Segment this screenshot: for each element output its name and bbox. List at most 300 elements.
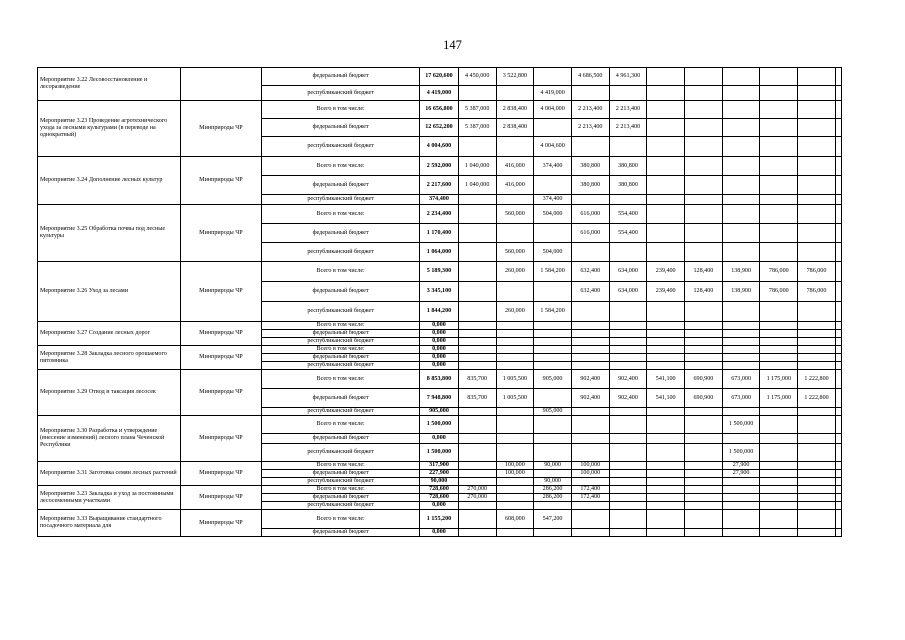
- year-amount-cell: [760, 101, 798, 119]
- year-amount-cell: [760, 486, 798, 494]
- year-amount-cell: [609, 322, 647, 330]
- executor-cell: Минприроды ЧР: [180, 486, 262, 510]
- year-amount-cell: 138,900: [722, 282, 760, 302]
- total-amount-cell: 374,400: [420, 195, 459, 205]
- executor-cell: Минприроды ЧР: [180, 416, 262, 462]
- year-amount-cell: 902,400: [609, 389, 647, 408]
- year-amount-cell: [835, 101, 841, 119]
- year-amount-cell: 554,400: [609, 205, 647, 224]
- year-amount-cell: 416,000: [496, 176, 534, 195]
- year-amount-cell: [496, 224, 534, 243]
- year-amount-cell: [798, 330, 836, 338]
- total-amount-cell: 4 004,600: [420, 137, 459, 157]
- executor-cell: Минприроды ЧР: [180, 157, 262, 205]
- year-amount-cell: [835, 470, 841, 478]
- year-amount-cell: 1 175,000: [760, 389, 798, 408]
- year-amount-cell: [496, 282, 534, 302]
- year-amount-cell: [458, 195, 496, 205]
- funding-source-cell: республиканский бюджет: [262, 86, 420, 101]
- year-amount-cell: [835, 389, 841, 408]
- year-amount-cell: [647, 243, 685, 262]
- year-amount-cell: [760, 362, 798, 370]
- year-amount-cell: [722, 434, 760, 444]
- year-amount-cell: 1 584,200: [534, 262, 572, 282]
- year-amount-cell: [760, 470, 798, 478]
- year-amount-cell: [835, 243, 841, 262]
- year-amount-cell: [496, 416, 534, 434]
- year-amount-cell: [647, 86, 685, 101]
- year-amount-cell: [609, 529, 647, 537]
- year-amount-cell: [571, 137, 609, 157]
- funding-source-cell: федеральный бюджет: [262, 434, 420, 444]
- table-row: [38, 101, 842, 119]
- year-amount-cell: [798, 408, 836, 416]
- year-amount-cell: [609, 346, 647, 354]
- table-row: [38, 486, 842, 494]
- year-amount-cell: 1 222,800: [798, 389, 836, 408]
- year-amount-cell: [685, 224, 723, 243]
- year-amount-cell: [647, 346, 685, 354]
- year-amount-cell: [685, 302, 723, 322]
- year-amount-cell: [798, 176, 836, 195]
- year-amount-cell: 1 005,500: [496, 370, 534, 389]
- event-name-cell: Мероприятие 3.25 Обработка почвы под лесные культуры: [38, 205, 181, 262]
- year-amount-cell: [534, 176, 572, 195]
- year-amount-cell: 90,000: [534, 478, 572, 486]
- year-amount-cell: [685, 195, 723, 205]
- year-amount-cell: 616,000: [571, 224, 609, 243]
- year-amount-cell: 902,400: [571, 389, 609, 408]
- year-amount-cell: [647, 416, 685, 434]
- year-amount-cell: 128,400: [685, 262, 723, 282]
- year-amount-cell: [458, 86, 496, 101]
- year-amount-cell: 286,200: [534, 486, 572, 494]
- year-amount-cell: [685, 494, 723, 502]
- table-row: [38, 370, 842, 389]
- executor-cell: Минприроды ЧР: [180, 262, 262, 322]
- year-amount-cell: [647, 205, 685, 224]
- year-amount-cell: [835, 302, 841, 322]
- year-amount-cell: [835, 195, 841, 205]
- year-amount-cell: [760, 434, 798, 444]
- year-amount-cell: [647, 68, 685, 86]
- year-amount-cell: [798, 462, 836, 470]
- year-amount-cell: [722, 354, 760, 362]
- year-amount-cell: [571, 354, 609, 362]
- year-amount-cell: [458, 408, 496, 416]
- year-amount-cell: [835, 434, 841, 444]
- funding-source-cell: федеральный бюджет: [262, 529, 420, 537]
- year-amount-cell: 634,000: [609, 262, 647, 282]
- total-amount-cell: 0,000: [420, 502, 459, 510]
- year-amount-cell: [571, 346, 609, 354]
- year-amount-cell: [835, 205, 841, 224]
- year-amount-cell: [835, 86, 841, 101]
- year-amount-cell: [571, 529, 609, 537]
- year-amount-cell: 902,400: [571, 370, 609, 389]
- year-amount-cell: 1 500,000: [722, 416, 760, 434]
- year-amount-cell: 4 450,000: [458, 68, 496, 86]
- year-amount-cell: [722, 338, 760, 346]
- year-amount-cell: 239,400: [647, 262, 685, 282]
- year-amount-cell: [496, 494, 534, 502]
- event-name-cell: Мероприятие 3.23 Закладка и уход за постоянными лесосеменными участками: [38, 486, 181, 510]
- year-amount-cell: [685, 529, 723, 537]
- year-amount-cell: [798, 494, 836, 502]
- funding-source-cell: Всего в том числе:: [262, 346, 420, 354]
- year-amount-cell: 286,200: [534, 494, 572, 502]
- year-amount-cell: [685, 486, 723, 494]
- year-amount-cell: 4 004,000: [534, 101, 572, 119]
- year-amount-cell: 905,000: [534, 408, 572, 416]
- executor-cell: Минприроды ЧР: [180, 322, 262, 346]
- table-row: [38, 205, 842, 224]
- year-amount-cell: [534, 68, 572, 86]
- year-amount-cell: [685, 354, 723, 362]
- total-amount-cell: 227,900: [420, 470, 459, 478]
- year-amount-cell: [458, 262, 496, 282]
- year-amount-cell: [647, 486, 685, 494]
- year-amount-cell: [458, 137, 496, 157]
- year-amount-cell: 5 387,000: [458, 119, 496, 137]
- year-amount-cell: [534, 434, 572, 444]
- year-amount-cell: 380,800: [571, 157, 609, 176]
- funding-source-cell: республиканский бюджет: [262, 137, 420, 157]
- funding-source-cell: федеральный бюджет: [262, 330, 420, 338]
- year-amount-cell: [835, 354, 841, 362]
- year-amount-cell: [835, 137, 841, 157]
- year-amount-cell: [760, 137, 798, 157]
- year-amount-cell: [458, 354, 496, 362]
- year-amount-cell: [835, 478, 841, 486]
- year-amount-cell: [685, 346, 723, 354]
- year-amount-cell: [647, 362, 685, 370]
- total-amount-cell: 8 853,800: [420, 370, 459, 389]
- year-amount-cell: [685, 362, 723, 370]
- year-amount-cell: [571, 86, 609, 101]
- year-amount-cell: [835, 416, 841, 434]
- year-amount-cell: [534, 362, 572, 370]
- year-amount-cell: [496, 478, 534, 486]
- year-amount-cell: [609, 137, 647, 157]
- year-amount-cell: [571, 444, 609, 462]
- funding-source-cell: республиканский бюджет: [262, 338, 420, 346]
- year-amount-cell: [534, 322, 572, 330]
- year-amount-cell: [760, 494, 798, 502]
- year-amount-cell: 4 419,000: [534, 86, 572, 101]
- funding-source-cell: республиканский бюджет: [262, 444, 420, 462]
- year-amount-cell: [647, 462, 685, 470]
- year-amount-cell: [647, 195, 685, 205]
- executor-cell: Минприроды ЧР: [180, 510, 262, 537]
- year-amount-cell: 260,000: [496, 302, 534, 322]
- year-amount-cell: [722, 101, 760, 119]
- year-amount-cell: [609, 302, 647, 322]
- executor-cell: [180, 68, 262, 101]
- year-amount-cell: [798, 157, 836, 176]
- year-amount-cell: 90,000: [534, 462, 572, 470]
- year-amount-cell: [685, 416, 723, 434]
- year-amount-cell: [647, 157, 685, 176]
- year-amount-cell: [458, 362, 496, 370]
- total-amount-cell: 0,000: [420, 330, 459, 338]
- year-amount-cell: [647, 354, 685, 362]
- year-amount-cell: [571, 478, 609, 486]
- year-amount-cell: 632,400: [571, 262, 609, 282]
- year-amount-cell: [609, 434, 647, 444]
- total-amount-cell: 0,000: [420, 354, 459, 362]
- total-amount-cell: 16 656,800: [420, 101, 459, 119]
- year-amount-cell: [798, 322, 836, 330]
- funding-source-cell: федеральный бюджет: [262, 470, 420, 478]
- year-amount-cell: 673,000: [722, 370, 760, 389]
- year-amount-cell: [798, 354, 836, 362]
- year-amount-cell: [760, 157, 798, 176]
- year-amount-cell: 380,800: [609, 176, 647, 195]
- year-amount-cell: 634,000: [609, 282, 647, 302]
- year-amount-cell: [571, 434, 609, 444]
- year-amount-cell: [798, 137, 836, 157]
- year-amount-cell: [647, 176, 685, 195]
- year-amount-cell: [722, 243, 760, 262]
- year-amount-cell: 260,000: [496, 262, 534, 282]
- year-amount-cell: [458, 338, 496, 346]
- year-amount-cell: [760, 354, 798, 362]
- year-amount-cell: [835, 176, 841, 195]
- year-amount-cell: 5 387,000: [458, 101, 496, 119]
- year-amount-cell: [458, 322, 496, 330]
- year-amount-cell: [571, 195, 609, 205]
- year-amount-cell: 2 838,400: [496, 119, 534, 137]
- year-amount-cell: 541,100: [647, 389, 685, 408]
- year-amount-cell: [571, 330, 609, 338]
- year-amount-cell: [835, 68, 841, 86]
- table-row: [38, 416, 842, 434]
- year-amount-cell: [647, 434, 685, 444]
- total-amount-cell: 1 170,400: [420, 224, 459, 243]
- year-amount-cell: [798, 338, 836, 346]
- funding-source-cell: республиканский бюджет: [262, 478, 420, 486]
- total-amount-cell: 1 844,200: [420, 302, 459, 322]
- funding-source-cell: Всего в том числе:: [262, 157, 420, 176]
- year-amount-cell: [722, 119, 760, 137]
- year-amount-cell: [760, 86, 798, 101]
- funding-source-cell: республиканский бюджет: [262, 502, 420, 510]
- year-amount-cell: [835, 462, 841, 470]
- year-amount-cell: [760, 529, 798, 537]
- year-amount-cell: 239,400: [647, 282, 685, 302]
- table-row: [38, 262, 842, 282]
- total-amount-cell: 0,000: [420, 338, 459, 346]
- year-amount-cell: 2 213,400: [571, 101, 609, 119]
- year-amount-cell: [496, 86, 534, 101]
- year-amount-cell: [647, 338, 685, 346]
- year-amount-cell: [685, 86, 723, 101]
- year-amount-cell: [685, 205, 723, 224]
- year-amount-cell: [458, 502, 496, 510]
- funding-source-cell: Всего в том числе:: [262, 486, 420, 494]
- year-amount-cell: 835,700: [458, 370, 496, 389]
- year-amount-cell: [798, 510, 836, 529]
- year-amount-cell: [835, 502, 841, 510]
- year-amount-cell: [760, 243, 798, 262]
- year-amount-cell: [722, 176, 760, 195]
- year-amount-cell: 270,000: [458, 486, 496, 494]
- executor-cell: Минприроды ЧР: [180, 346, 262, 370]
- year-amount-cell: 632,400: [571, 282, 609, 302]
- funding-source-cell: республиканский бюджет: [262, 195, 420, 205]
- funding-source-cell: республиканский бюджет: [262, 302, 420, 322]
- year-amount-cell: [458, 205, 496, 224]
- event-name-cell: Мероприятие 3.29 Отвод и таксация лесосек: [38, 370, 181, 416]
- funding-source-cell: Всего в том числе:: [262, 370, 420, 389]
- year-amount-cell: [798, 486, 836, 494]
- year-amount-cell: 100,000: [496, 462, 534, 470]
- funding-source-cell: республиканский бюджет: [262, 243, 420, 262]
- year-amount-cell: 2 213,400: [609, 119, 647, 137]
- event-name-cell: Мероприятие 3.22 Лесовосстановление и лесоразведение: [38, 68, 181, 101]
- year-amount-cell: [835, 157, 841, 176]
- year-amount-cell: [685, 119, 723, 137]
- page-number: 147: [443, 38, 462, 52]
- year-amount-cell: [798, 346, 836, 354]
- year-amount-cell: [609, 408, 647, 416]
- table-row: [38, 462, 842, 470]
- year-amount-cell: [571, 510, 609, 529]
- funding-source-cell: Всего в том числе:: [262, 416, 420, 434]
- year-amount-cell: [534, 444, 572, 462]
- funding-source-cell: республиканский бюджет: [262, 362, 420, 370]
- year-amount-cell: [835, 262, 841, 282]
- year-amount-cell: [760, 119, 798, 137]
- year-amount-cell: 3 522,800: [496, 68, 534, 86]
- year-amount-cell: [835, 346, 841, 354]
- year-amount-cell: [685, 434, 723, 444]
- year-amount-cell: [760, 195, 798, 205]
- year-amount-cell: [496, 408, 534, 416]
- year-amount-cell: [722, 330, 760, 338]
- year-amount-cell: 2 213,400: [571, 119, 609, 137]
- year-amount-cell: 4 686,500: [571, 68, 609, 86]
- year-amount-cell: [534, 389, 572, 408]
- year-amount-cell: 560,000: [496, 243, 534, 262]
- year-amount-cell: 673,000: [722, 389, 760, 408]
- year-amount-cell: [685, 330, 723, 338]
- year-amount-cell: 374,400: [534, 157, 572, 176]
- year-amount-cell: [685, 68, 723, 86]
- year-amount-cell: 4 004,600: [534, 137, 572, 157]
- year-amount-cell: [609, 354, 647, 362]
- year-amount-cell: 690,900: [685, 370, 723, 389]
- year-amount-cell: [798, 444, 836, 462]
- year-amount-cell: 690,900: [685, 389, 723, 408]
- year-amount-cell: [496, 444, 534, 462]
- year-amount-cell: [835, 408, 841, 416]
- year-amount-cell: [458, 478, 496, 486]
- year-amount-cell: 27,900: [722, 462, 760, 470]
- funding-source-cell: республиканский бюджет: [262, 408, 420, 416]
- year-amount-cell: [647, 101, 685, 119]
- total-amount-cell: 0,000: [420, 346, 459, 354]
- year-amount-cell: [571, 302, 609, 322]
- total-amount-cell: 12 652,200: [420, 119, 459, 137]
- year-amount-cell: [760, 462, 798, 470]
- funding-source-cell: Всего в том числе:: [262, 510, 420, 529]
- total-amount-cell: 5 189,300: [420, 262, 459, 282]
- year-amount-cell: [722, 322, 760, 330]
- year-amount-cell: [685, 322, 723, 330]
- year-amount-cell: [534, 338, 572, 346]
- year-amount-cell: [760, 224, 798, 243]
- year-amount-cell: 504,000: [534, 243, 572, 262]
- year-amount-cell: 1 040,000: [458, 176, 496, 195]
- year-amount-cell: 786,000: [760, 282, 798, 302]
- year-amount-cell: [458, 224, 496, 243]
- year-amount-cell: [798, 86, 836, 101]
- funding-source-cell: федеральный бюджет: [262, 354, 420, 362]
- year-amount-cell: 1 175,000: [760, 370, 798, 389]
- event-name-cell: Мероприятие 3.27 Создание лесных дорог: [38, 322, 181, 346]
- table-row: [38, 510, 842, 529]
- year-amount-cell: [496, 529, 534, 537]
- year-amount-cell: 100,000: [571, 470, 609, 478]
- year-amount-cell: [534, 346, 572, 354]
- year-amount-cell: 616,000: [571, 205, 609, 224]
- year-amount-cell: [798, 470, 836, 478]
- year-amount-cell: [835, 119, 841, 137]
- total-amount-cell: 0,000: [420, 529, 459, 537]
- year-amount-cell: [609, 502, 647, 510]
- year-amount-cell: [798, 195, 836, 205]
- year-amount-cell: [571, 362, 609, 370]
- event-name-cell: Мероприятие 3.23 Проведение агротехнического ухода за лесными культурами (в переводе на однократный): [38, 101, 181, 157]
- year-amount-cell: [798, 478, 836, 486]
- year-amount-cell: [685, 470, 723, 478]
- year-amount-cell: [571, 338, 609, 346]
- year-amount-cell: [760, 416, 798, 434]
- total-amount-cell: 4 419,000: [420, 86, 459, 101]
- year-amount-cell: [534, 330, 572, 338]
- year-amount-cell: [534, 470, 572, 478]
- year-amount-cell: [722, 494, 760, 502]
- year-amount-cell: 2 838,400: [496, 101, 534, 119]
- year-amount-cell: [798, 119, 836, 137]
- year-amount-cell: [760, 302, 798, 322]
- year-amount-cell: 270,000: [458, 494, 496, 502]
- funding-source-cell: федеральный бюджет: [262, 119, 420, 137]
- year-amount-cell: [496, 434, 534, 444]
- year-amount-cell: 504,000: [534, 205, 572, 224]
- total-amount-cell: 1 500,000: [420, 444, 459, 462]
- year-amount-cell: [534, 529, 572, 537]
- year-amount-cell: [458, 444, 496, 462]
- total-amount-cell: 0,000: [420, 322, 459, 330]
- year-amount-cell: [760, 478, 798, 486]
- total-amount-cell: 317,900: [420, 462, 459, 470]
- year-amount-cell: [722, 205, 760, 224]
- year-amount-cell: 4 961,300: [609, 68, 647, 86]
- total-amount-cell: 2 234,400: [420, 205, 459, 224]
- year-amount-cell: [722, 346, 760, 354]
- event-name-cell: Мероприятие 3.24 Дополнение лесных культур: [38, 157, 181, 205]
- year-amount-cell: [458, 529, 496, 537]
- year-amount-cell: [798, 302, 836, 322]
- year-amount-cell: [835, 486, 841, 494]
- budget-table: [37, 67, 842, 537]
- year-amount-cell: [496, 322, 534, 330]
- year-amount-cell: [458, 470, 496, 478]
- year-amount-cell: [609, 478, 647, 486]
